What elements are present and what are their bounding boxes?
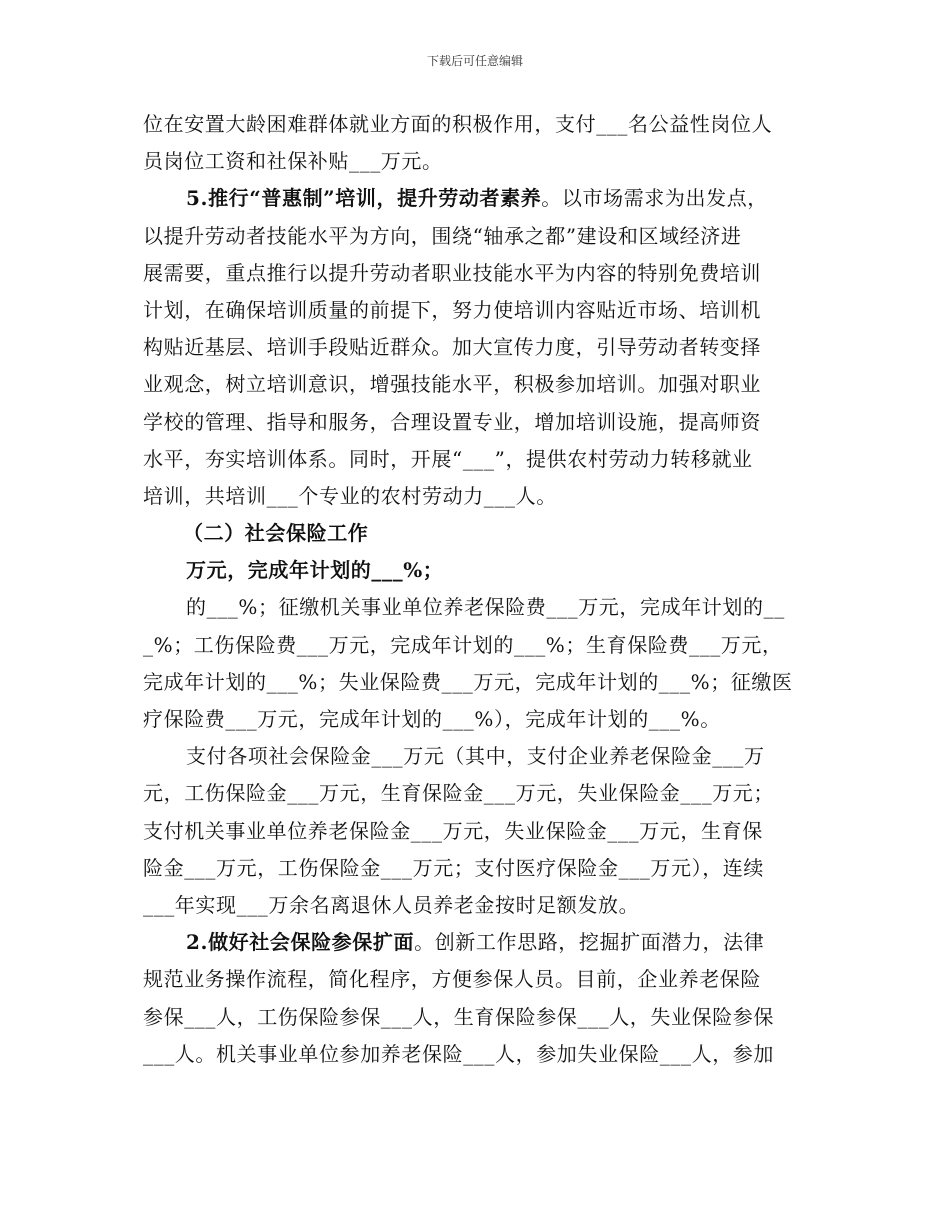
text-line: _%；工伤保险费___万元，完成年计划的___%；生育保险费___万元， [143, 632, 783, 657]
paragraph-lead-bold: 5.推行“普惠制”培训，提升劳动者素养 [186, 186, 542, 211]
text-line: 元，工伤保险金___万元，生育保险金___万元，失业保险金___万元； [143, 781, 774, 806]
text-line: 构贴近基层、培训手段贴近群众。加大宣传力度，引导劳动者转变择 [143, 335, 761, 360]
text-line [143, 552, 810, 589]
text-line: 培训，共培训___个专业的农村劳动力___人。 [143, 483, 557, 508]
text-line: 疗保险费___万元，完成年计划的___%），完成年计划的___%。 [143, 707, 721, 731]
text-line: 规范业务操作流程，简化程序，方便参保人员。目前，企业养老保险 [143, 967, 761, 992]
document-body [143, 106, 810, 1073]
paragraph-lead-bold: 2.做好社会保险参保扩面 [186, 930, 415, 955]
text-line: 险金___万元，工伤保险金___万元；支付医疗保险金___万元），连续 [143, 855, 764, 880]
text-line: 计划，在确保培训质量的前提下，努力使培训内容贴近市场、培训机 [143, 297, 761, 322]
text-line: 员岗位工资和社保补贴___万元。 [143, 149, 443, 174]
text-line: 学校的管理、指导和服务，合理设置专业，增加培训设施，提高师资 [143, 409, 761, 434]
text-line: 支付机关事业单位养老保险金___万元，失业保险金___万元，生育保 [143, 818, 763, 843]
page-header: 下载后可任意编辑 [426, 54, 523, 68]
text-line: 水平，夯实培训体系。同时，开展“___”，提供农村劳动力转移就业 [143, 446, 753, 471]
text-line: 支付各项社会保险金___万元（其中，支付企业养老保险金___万 [186, 744, 765, 769]
text-line [143, 924, 810, 961]
text-line [143, 180, 810, 217]
paragraph-lead-bold: 万元，完成年计划的___%； [186, 558, 444, 583]
section-heading: （二）社会保险工作 [183, 521, 369, 546]
text-line: ___人。机关事业单位参加养老保险___人，参加失业保险___人，参加 [143, 1041, 774, 1066]
text-span: 。以市场需求为出发点， [541, 186, 768, 211]
text-line: 的___%；征缴机关事业单位养老保险费___万元，完成年计划的__ [186, 595, 785, 620]
text-line: 参保___人，工伤保险参保___人，生育保险参保___人，失业保险参保 [143, 1004, 774, 1029]
text-span: 。创新工作思路，挖掘扩面潜力，法律 [414, 930, 765, 955]
text-line: ___年实现___万余名离退休人员养老金按时足额发放。 [143, 892, 640, 917]
text-line: 展需要，重点推行以提升劳动者职业技能水平为内容的特别免费培训 [143, 260, 761, 285]
text-line: 完成年计划的___%；失业保险费___万元，完成年计划的___%；征缴医 [143, 669, 793, 694]
text-line: 业观念，树立培训意识，增强技能水平，积极参加培训。加强对职业 [143, 372, 761, 397]
text-line: 以提升劳动者技能水平为方向，围绕“轴承之都”建设和区域经济进 [143, 223, 742, 248]
text-line: 位在安置大龄困难群体就业方面的积极作用，支付___名公益性岗位人 [143, 112, 773, 136]
